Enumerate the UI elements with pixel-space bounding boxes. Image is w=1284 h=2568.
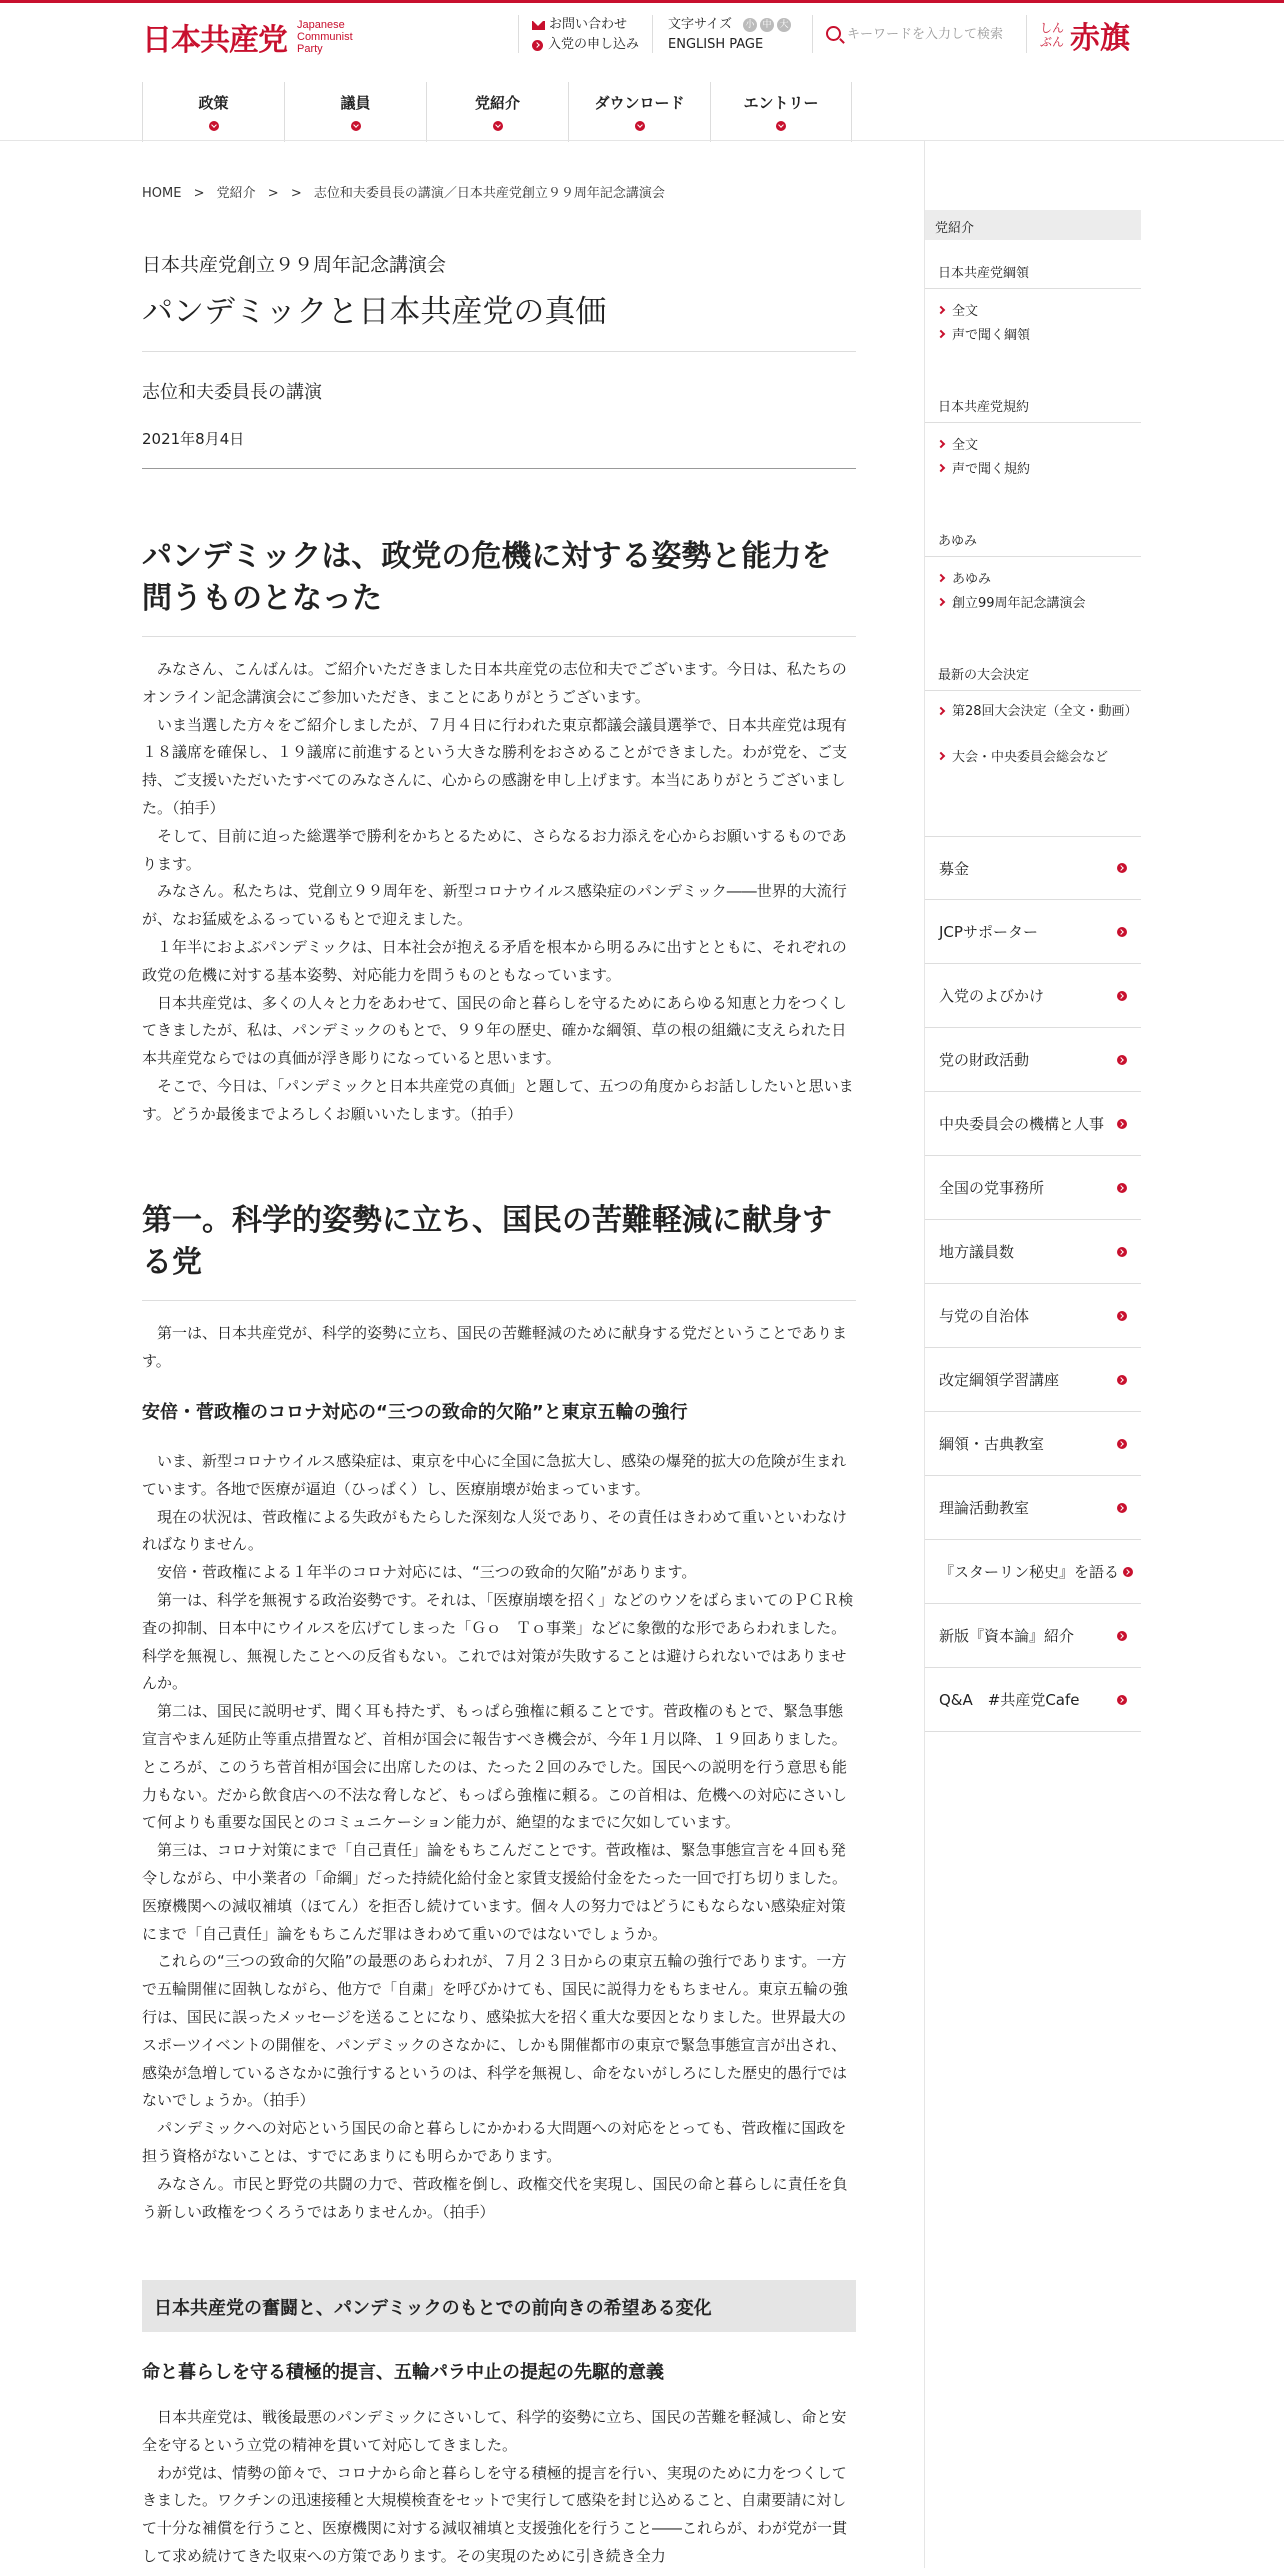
contact-link[interactable]	[532, 15, 639, 35]
paragraph: 現在の状況は、菅政権による失政がもたらした深刻な人災であり、その責任はきわめて重いといわなければなりません。	[142, 1507, 848, 1554]
sidebar-link[interactable]	[938, 458, 1030, 477]
paragraph: 安倍・菅政権による１年半のコロナ対応には、“三つの致命的欠陥”があります。	[157, 1563, 697, 1582]
english-page-link[interactable]: ENGLISH PAGE	[668, 37, 764, 52]
sidebar-menu-label: 理論活動教室	[939, 1499, 1030, 1517]
chevron-right-icon	[1117, 1055, 1127, 1065]
nav-label: 政策	[198, 94, 229, 112]
sidebar-menu-label: 『スターリン秘史』を語る	[939, 1563, 1120, 1581]
sidebar-menu-item[interactable]	[925, 1284, 1141, 1348]
akahata-small-text	[1040, 21, 1064, 49]
chevron-right-icon	[532, 40, 543, 51]
search-box	[826, 19, 1016, 47]
chevron-right-icon	[1117, 1311, 1127, 1321]
chevron-right-icon	[1117, 927, 1127, 937]
nav-divider	[0, 140, 1284, 141]
sidebar-link-label: 第28回大会決定（全文・動画）	[952, 704, 1138, 719]
breadcrumb-separator: >	[290, 186, 302, 201]
sidebar-link-label: 声で聞く規約	[952, 462, 1031, 477]
header-divider-line	[142, 468, 856, 469]
breadcrumb	[142, 182, 673, 201]
chevron-right-icon	[1117, 1183, 1127, 1193]
sidebar-menu-label: 地方議員数	[939, 1243, 1015, 1261]
subsection-heading: 命と暮らしを守る積極的提言、五輪パラ中止の提起の先駆的意義	[142, 2362, 664, 2383]
chevron-down-icon	[209, 121, 219, 131]
paragraph: 第一は、日本共産党が、科学的姿勢に立ち、国民の苦難軽減のために献身する党だということであります。	[142, 1324, 848, 1370]
title-divider	[142, 351, 856, 352]
sidebar-menu-item[interactable]	[925, 1156, 1141, 1220]
sidebar-menu-label: 募金	[939, 859, 970, 878]
chevron-right-icon	[937, 751, 945, 759]
chevron-down-icon	[776, 121, 786, 131]
header-divider	[812, 15, 813, 53]
header-divider	[1026, 15, 1027, 53]
sidebar-menu-label: 綱領・古典教室	[939, 1435, 1045, 1453]
chevron-down-icon	[493, 121, 503, 131]
section-divider	[142, 1300, 856, 1301]
logo-sub-line: Communist	[297, 31, 353, 43]
chevron-right-icon	[1123, 1567, 1133, 1577]
highlighted-subsection-heading: 日本共産党の奮闘と、パンデミックのもとでの前向きの希望ある変化	[142, 2280, 856, 2332]
page-title: パンデミックと日本共産党の真価	[142, 294, 607, 330]
section-divider	[142, 636, 856, 637]
sidebar-menu-label: Q&A #共産党Cafe	[939, 1691, 1080, 1709]
paragraph: パンデミックへの対応という国民の命と暮らしにかかわる大問題への対応をとっても、菅政権に国政を担う資格がないことは、すでにあまりにも明らかであります。	[142, 2119, 847, 2165]
header-links	[532, 15, 639, 55]
sidebar-heading: 党紹介	[925, 210, 1141, 240]
chevron-down-icon	[635, 121, 645, 131]
sidebar-divider-line	[925, 690, 1141, 691]
sidebar-menu-item[interactable]	[925, 1540, 1141, 1604]
publish-date: 2021年8月4日	[142, 430, 245, 448]
logo-sub-line: Japanese	[297, 19, 345, 31]
main-nav	[142, 82, 852, 142]
chevron-right-icon	[937, 329, 945, 337]
section-heading: 第一。科学的姿勢に立ち、国民の苦難軽減に献身する党	[142, 1203, 832, 1280]
header-divider	[652, 15, 653, 53]
sidebar-menu-item[interactable]	[925, 1604, 1141, 1668]
contact-label: お問い合わせ	[549, 17, 628, 32]
sidebar-group-title[interactable]: 日本共産党綱領	[938, 266, 1030, 281]
join-link[interactable]	[532, 35, 639, 55]
paragraph: 日本共産党は、戦後最悪のパンデミックにさいして、科学的姿勢に立ち、国民の苦難を軽減し、命と安全を守るという立党の精神を貫いて対応してきました。	[142, 2408, 847, 2454]
breadcrumb-about[interactable]: 党紹介	[216, 186, 256, 201]
sidebar-menu-item[interactable]	[925, 1028, 1141, 1092]
nav-item-policy[interactable]	[142, 82, 284, 142]
sidebar-menu-item[interactable]	[925, 1092, 1141, 1156]
paragraph: 第三は、コロナ対策にまで「自己責任」論をもちこんだことです。菅政権は、緊急事態宣言を４回も発令しながら、中小業者の「命綱」だった持続化給付金と家賃支援給付金をたった一回で打ち切りました。医療機関への減収補填（ほてん）を拒否し続けています。個々人の努力ではどうにもならない感染症対策にまで「自己責任」論をもちこんだ罪はきわめて重いのではないでしょうか。	[142, 1841, 848, 1943]
sidebar-menu-label: 与党の自治体	[939, 1307, 1030, 1325]
sidebar-link-label: 大会・中央委員会総会など	[952, 750, 1109, 765]
chevron-right-icon	[1117, 1503, 1127, 1513]
akahata-small-line: しん	[1040, 21, 1065, 35]
paragraph: みなさん。市民と野党の共闘の力で、菅政権を倒し、政権交代を実現し、国民の命と暮らしに責任を負う新しい政権をつくろうではありませんか。（拍手）	[142, 2174, 848, 2221]
sidebar-link-label: 声で聞く綱領	[952, 328, 1031, 343]
nav-label: ダウンロード	[594, 94, 685, 112]
mail-icon	[532, 21, 545, 30]
paragraph: みなさん。私たちは、党創立９９周年を、新型コロナウイルス感染症のパンデミック――世界的大流行が、なお猛威をふるっているもとで迎えました。	[142, 882, 847, 929]
search-input[interactable]	[847, 26, 1012, 41]
sidebar-link[interactable]	[938, 592, 1086, 611]
chevron-right-icon	[937, 707, 945, 715]
nav-label: エントリー	[743, 94, 819, 112]
logo-sub-line: Party	[297, 43, 323, 55]
search-icon[interactable]	[826, 26, 841, 41]
logo-text: 日本共産党	[142, 23, 287, 58]
chevron-right-icon	[1117, 863, 1127, 873]
akahata-logo[interactable]	[1040, 13, 1130, 57]
paragraph: 第二は、国民に説明せず、聞く耳も持たず、もっぱら強権に頼ることです。菅政権のもとで、緊急事態宣言やまん延防止等重点措置など、首相が国会に報告すべき機会が、今年１月以降、１９回ありました。ところが、このうち菅首相が国会に出席したのは、たった２回のみでした。国民への説明を行う意思も能力もない。だから飲食店への不法な脅しなど、もっぱら強権に頼る。この首相は、危機への対応にさいして何よりも重要な国民とのコミュニケーション能力が、絶望的なまでに欠如しています。	[142, 1702, 848, 1832]
chevron-right-icon	[1117, 991, 1127, 1001]
sidebar-group-title[interactable]: あゆみ	[938, 534, 978, 549]
sidebar-link[interactable]	[938, 746, 1108, 765]
sidebar-link-label: あゆみ	[952, 572, 992, 587]
breadcrumb-home[interactable]: HOME	[142, 186, 182, 201]
header-divider	[518, 15, 519, 53]
sidebar-link[interactable]	[938, 568, 991, 587]
sidebar-group-title[interactable]: 最新の大会決定	[938, 668, 1030, 683]
chevron-right-icon	[937, 597, 945, 605]
chevron-down-icon	[351, 121, 361, 131]
join-label: 入党の申し込み	[548, 37, 640, 52]
sidebar-menu-item[interactable]	[925, 1348, 1141, 1412]
chevron-right-icon	[937, 305, 945, 313]
site-header	[0, 3, 1284, 63]
nav-item-about[interactable]	[426, 82, 568, 142]
akahata-small-line: ぶん	[1040, 35, 1065, 49]
sidebar-link[interactable]	[938, 300, 978, 319]
sidebar-menu-label: 全国の党事務所	[939, 1179, 1045, 1197]
paragraph: １年半におよぶパンデミックは、日本社会が抱える矛盾を根本から明るみに出すとともに、それぞれの政党の危機に対する基本姿勢、対応能力を問うものともなっています。	[142, 937, 847, 984]
chevron-right-icon	[1117, 1375, 1127, 1385]
font-size-large-button[interactable]: 大	[777, 18, 791, 32]
section-heading: パンデミックは、政党の危機に対する姿勢と能力を問うものとなった	[142, 539, 832, 616]
font-size-medium-button[interactable]: 中	[760, 18, 774, 32]
breadcrumb-separator: >	[193, 186, 205, 201]
sidebar-link[interactable]	[938, 702, 1138, 722]
sidebar-link[interactable]	[938, 324, 1030, 343]
article-body-section-3	[142, 1448, 856, 2226]
breadcrumb-current: 志位和夫委員長の講演／日本共産党創立９９周年記念講演会	[313, 186, 665, 201]
article-body-section-2	[142, 1320, 856, 1376]
sidebar-menu-label: 党の財政活動	[939, 1051, 1030, 1069]
paragraph: 第一は、科学を無視する政治姿勢です。それは、「医療崩壊を招く」などのウソをばらまいてのＰＣＲ検査の抑制、日本中にウイルスを広げてしまった「Ｇｏ Ｔｏ事業」などに象徴的な形であらわれました。科学を無視し、無視したことへの反省もない。これでは対策が失敗することは避けられないではありませんか。	[142, 1590, 854, 1693]
event-title: 日本共産党創立９９周年記念講演会	[142, 254, 447, 276]
breadcrumb-separator: >	[267, 186, 279, 201]
sidebar-link[interactable]	[938, 434, 978, 453]
sidebar-menu-item[interactable]	[925, 1476, 1141, 1540]
paragraph: そして、目前に迫った総選挙で勝利をかちとるために、さらなるお力添えを心からお願いするものであります。	[142, 826, 847, 873]
sidebar-menu-label: JCPサポーター	[939, 923, 1038, 941]
sidebar-divider-line	[925, 288, 1141, 289]
akahata-main-text: 赤旗	[1070, 21, 1131, 56]
font-size-control	[668, 15, 791, 55]
chevron-right-icon	[1117, 1119, 1127, 1129]
paragraph: いま当選した方々をご紹介しましたが、７月４日に行われた東京都議会議員選挙で、日本共産党は現有１８議席を確保し、１９議席に前進するという大きな勝利をおさめることができました。わが党を、ご支持、ご支援いただいたすべてのみなさんに、心からの感謝を申し上げます。本当にありがとうございました。（拍手）	[142, 715, 848, 817]
article-body-section-1	[142, 656, 856, 1129]
nav-item-entry[interactable]	[710, 82, 852, 142]
sidebar-menu-item[interactable]	[925, 836, 1141, 900]
sidebar-menu-label: 新版『資本論』紹介	[939, 1627, 1075, 1645]
chevron-right-icon	[937, 573, 945, 581]
speaker-title: 志位和夫委員長の講演	[142, 382, 322, 403]
chevron-right-icon	[1117, 1247, 1127, 1257]
paragraph: わが党は、情勢の節々で、コロナから命と暮らしを守る積極的提言を行い、実現のために力をつくしてきました。ワクチンの迅速接種と大規模検査をセットで実行して感染を封じ込めること、自粛要請に対して十分な補償を行うこと、医療機関に対する減収補填と支援強化を行うこと――これらが、わが党が一貫して求め続けてきた収束への方策であります。その実現のために引き続き全力	[142, 2463, 848, 2565]
chevron-right-icon	[1117, 1631, 1127, 1641]
nav-label: 党紹介	[474, 94, 520, 112]
paragraph: いま、新型コロナウイルス感染症は、東京を中心に全国に急拡大し、感染の爆発的拡大の危険が生まれています。各地で医療が逼迫（ひっぱく）し、医療崩壊が始まっています。	[142, 1452, 847, 1498]
chevron-right-icon	[1117, 1439, 1127, 1449]
sidebar-divider-line	[925, 422, 1141, 423]
sidebar-menu-item[interactable]	[925, 1220, 1141, 1284]
paragraph: そこで、今日は、「パンデミックと日本共産党の真価」と題して、五つの角度からお話ししたいと思います。どうか最後までよろしくお願いいたします。（拍手）	[142, 1076, 854, 1123]
nav-item-download[interactable]	[568, 82, 710, 142]
sidebar-menu-item[interactable]	[925, 1668, 1141, 1732]
chevron-right-icon	[937, 439, 945, 447]
sidebar-menu-label: 中央委員会の機構と人事	[939, 1115, 1105, 1133]
sidebar-link-label: 創立99周年記念講演会	[952, 596, 1086, 611]
subsection-heading: 安倍・菅政権のコロナ対応の“三つの致命的欠陥”と東京五輪の強行	[142, 1402, 688, 1423]
sidebar-link-label: 全文	[952, 304, 979, 319]
paragraph: 日本共産党は、多くの人々と力をあわせて、国民の命と暮らしを守るためにあらゆる知恵と力をつくしてきましたが、私は、パンデミックのもとで、９９年の歴史、確かな綱領、草の根の組織に支えられた日本共産党ならではの真価が浮き彫りになっていると思います。	[142, 993, 847, 1068]
font-size-label: 文字サイズ	[668, 17, 732, 32]
sidebar-menu-item[interactable]	[925, 1412, 1141, 1476]
paragraph: これらの“三つの致命的欠陥”の最悪のあらわれが、７月２３日からの東京五輪の強行であります。一方で五輪開催に固執しながら、他方で「自粛」を呼びかけても、国民に説得力をもちません。東京五輪の強行は、国民に誤ったメッセージを送ることになり、感染拡大を招く重大な要因となりました。世界最大のスポーツイベントの開催を、パンデミックのさなかに、しかも開催都市の東京で緊急事態宣言が出され、感染が急増しているさなかに強行するというのは、科学を無視し、命をないがしろにした歴史的愚行ではないでしょうか。（拍手）	[142, 1952, 848, 2110]
logo-english	[297, 19, 353, 55]
nav-label: 議員	[340, 94, 371, 112]
chevron-right-icon	[937, 463, 945, 471]
sidebar-group-title[interactable]: 日本共産党規約	[938, 400, 1030, 415]
sidebar-menu-item[interactable]	[925, 964, 1141, 1028]
article-body-section-4	[142, 2404, 856, 2568]
party-logo[interactable]	[142, 15, 353, 59]
nav-item-members[interactable]	[284, 82, 426, 142]
sidebar-menu-item[interactable]	[925, 900, 1141, 964]
chevron-right-icon	[1117, 1695, 1127, 1705]
font-size-small-button[interactable]: 小	[743, 18, 757, 32]
sidebar-divider-line	[925, 556, 1141, 557]
paragraph: みなさん、こんばんは。ご紹介いただきました日本共産党の志位和夫でございます。今日は、私たちのオンライン記念講演会にご参加いただき、まことにありがとうございます。	[142, 660, 847, 706]
sidebar-link-label: 全文	[952, 438, 979, 453]
sidebar-menu-label: 入党のよびかけ	[939, 987, 1045, 1005]
sidebar-menu-label: 改定綱領学習講座	[939, 1371, 1060, 1389]
